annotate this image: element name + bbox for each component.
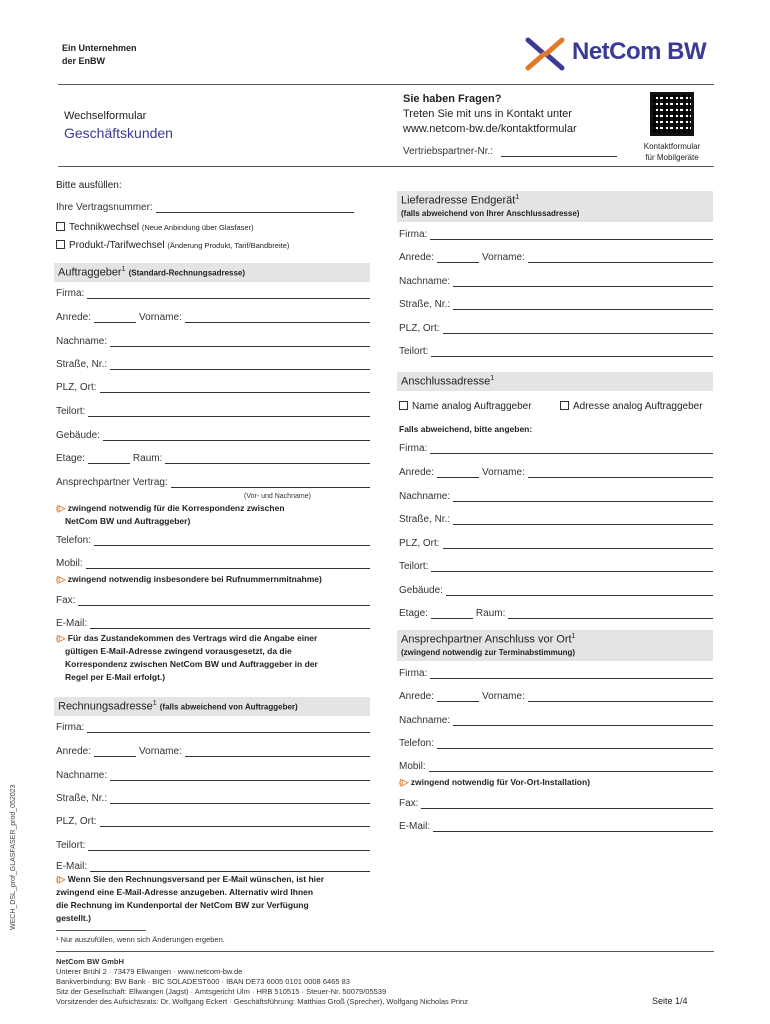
product-change-label: Produkt-/Tarifwechsel <box>69 240 165 251</box>
company-line-2: der EnBW <box>62 56 106 66</box>
gebaeude-label: Gebäude: <box>56 430 100 441</box>
client-nachname-field[interactable] <box>56 336 370 347</box>
email-label: E-Mail: <box>399 821 431 832</box>
vorname-label: Vorname: <box>482 252 525 263</box>
billing-nachname-field[interactable] <box>56 770 370 781</box>
mobil-label: Mobil: <box>56 558 83 569</box>
tech-change-label: Technikwechsel <box>69 222 140 233</box>
etage-label: Etage: <box>56 453 85 464</box>
footer-line-4: Vorsitzender des Aufsichtsrats: Dr. Wolfgang Eckert · Geschäftsführung: Matthias Groß (Sprecher), Wolfgang Nicholas Prinz <box>56 997 468 1006</box>
if-different-label: Falls abweichend, bitte angeben: <box>399 424 533 434</box>
onsite-sup: 1 <box>571 633 576 640</box>
product-change-checkbox[interactable] <box>56 240 65 249</box>
firma-label: Firma: <box>399 229 428 240</box>
billing-note-2: zwingend eine E-Mail-Adresse anzugeben. Alternativ wird Ihnen <box>56 887 314 897</box>
note-arrow-icon: (▷ <box>56 574 66 584</box>
partner-number-field[interactable] <box>403 146 617 157</box>
client-email-field[interactable] <box>56 618 370 629</box>
nachname-label: Nachname: <box>56 336 108 347</box>
client-mobil-field[interactable] <box>56 558 370 569</box>
billing-sub: (falls abweichend von Auftraggeber) <box>159 702 298 712</box>
note-arrow-icon: (▷ <box>56 503 66 513</box>
form-target: Geschäftskunden <box>64 125 173 141</box>
footer-line-3: Sitz der Gesellschaft: Ellwangen (Jagst) · Amtsgericht Ulm · HRB 510515 · Steuer-Nr. 50079/05539 <box>56 987 387 996</box>
plz-label: PLZ, Ort: <box>399 538 440 549</box>
qr-caption-1: Kontaktformular <box>643 142 701 151</box>
billing-section-header <box>54 697 370 716</box>
strasse-label: Straße, Nr.: <box>56 359 108 370</box>
vorname-label: Vorname: <box>482 691 525 702</box>
strasse-label: Straße, Nr.: <box>56 793 108 804</box>
connection-firma-field[interactable] <box>399 443 713 454</box>
footer-line-2: Bankverbindung: BW Bank · BIC SOLADEST600 · IBAN DE73 6005 0101 0008 6465 83 <box>56 977 350 986</box>
footnote-divider <box>56 930 146 931</box>
logo-text: NetCom BW <box>572 38 707 65</box>
email-note-2: gültigen E-Mail-Adresse zwingend vorausgesetzt, da die <box>65 646 292 656</box>
client-etage-row[interactable] <box>56 453 370 464</box>
address-as-client-option[interactable] <box>560 401 703 412</box>
connection-etage-row[interactable] <box>399 608 713 619</box>
qr-caption-2: für Mobilgeräte <box>645 153 699 162</box>
firma-label: Firma: <box>399 443 428 454</box>
raum-label: Raum: <box>132 453 163 464</box>
etage-label: Etage: <box>399 608 428 619</box>
firma-label: Firma: <box>399 668 428 679</box>
mobil-note-text: zwingend notwendig insbesondere bei Rufnummernmitnahme) <box>67 574 322 584</box>
connection-section-header <box>397 372 713 391</box>
connection-name-row[interactable] <box>399 467 713 478</box>
connection-teilort-field[interactable] <box>399 561 713 572</box>
billing-plz-field[interactable] <box>56 816 370 827</box>
onsite-name-row[interactable] <box>399 691 713 702</box>
mobil-note <box>56 573 322 586</box>
client-telefon-field[interactable] <box>56 535 370 546</box>
plz-label: PLZ, Ort: <box>56 382 97 393</box>
anrede-label: Anrede: <box>399 252 435 263</box>
delivery-teilort-field[interactable] <box>399 346 713 357</box>
onsite-mobil-field[interactable] <box>399 761 713 772</box>
anrede-label: Anrede: <box>56 312 92 323</box>
onsite-telefon-field[interactable] <box>399 738 713 749</box>
billing-sup: 1 <box>152 700 157 707</box>
fax-label: Fax: <box>56 595 76 606</box>
billing-title: Rechnungsadresse <box>58 700 153 713</box>
netcom-logo-icon <box>522 34 568 74</box>
delivery-title: Lieferadresse Endgerät <box>401 194 516 207</box>
billing-name-row[interactable] <box>56 746 370 757</box>
connection-sup: 1 <box>490 375 495 382</box>
billing-note-3: die Rechnung im Kundenportal der NetCom BW zur Verfügung <box>56 900 309 910</box>
raum-label: Raum: <box>475 608 506 619</box>
email-note-4: Regel per E-Mail erfolgt.) <box>65 672 166 682</box>
client-fax-field[interactable] <box>56 595 370 606</box>
nachname-label: Nachname: <box>56 770 108 781</box>
contact-note-2: NetCom BW und Auftraggeber) <box>65 516 191 526</box>
telefon-label: Telefon: <box>399 738 435 749</box>
company-line-1: Ein Unternehmen <box>62 43 137 53</box>
onsite-note <box>399 776 590 789</box>
connection-strasse-field[interactable] <box>399 514 713 525</box>
form-name: Wechselformular <box>64 110 147 122</box>
footer-company: NetCom BW GmbH <box>56 957 124 966</box>
nachname-label: Nachname: <box>399 715 451 726</box>
vorname-label: Vorname: <box>139 746 182 757</box>
billing-note <box>56 873 324 925</box>
delivery-plz-field[interactable] <box>399 323 713 334</box>
header-divider <box>58 84 714 85</box>
billing-note-1: Wenn Sie den Rechnungsversand per E-Mail wünschen, ist hier <box>67 874 325 884</box>
footnote: ¹ Nur auszufüllen, wenn sich Änderungen ergeben. <box>56 935 225 944</box>
client-sup: 1 <box>121 266 126 273</box>
teilort-label: Teilort: <box>56 406 86 417</box>
billing-note-4: gestellt.) <box>56 913 91 923</box>
mobil-label: Mobil: <box>399 761 426 772</box>
questions-line-1: Treten Sie mit uns in Kontakt unter <box>403 108 572 120</box>
onsite-email-field[interactable] <box>399 821 713 832</box>
connection-gebaeude-field[interactable] <box>399 585 713 596</box>
contact-person-label: Ansprechpartner Vertrag: <box>56 477 168 488</box>
anrede-label: Anrede: <box>56 746 92 757</box>
billing-teilort-field[interactable] <box>56 840 370 851</box>
onsite-nachname-field[interactable] <box>399 715 713 726</box>
vorname-label: Vorname: <box>139 312 182 323</box>
product-change-note: (Änderung Produkt, Tarif/Bandbreite) <box>167 241 290 250</box>
client-title: Auftraggeber <box>58 266 122 279</box>
note-arrow-icon: (▷ <box>56 874 66 884</box>
teilort-label: Teilort: <box>399 561 429 572</box>
delivery-section-header <box>397 191 713 222</box>
name-as-client-label: Name analog Auftraggeber <box>412 401 532 412</box>
teilort-label: Teilort: <box>399 346 429 357</box>
delivery-sup: 1 <box>515 194 520 201</box>
fill-in-label: Bitte ausfüllen: <box>56 180 122 191</box>
tech-change-note: (Neue Anbindung über Glasfaser) <box>141 223 254 232</box>
contact-note-1: zwingend notwendig für die Korrespondenz zwischen <box>67 503 285 513</box>
gebaeude-label: Gebäude: <box>399 585 443 596</box>
tech-change-option[interactable] <box>56 222 254 233</box>
partner-number-label: Vertriebspartner-Nr.: <box>403 146 494 157</box>
email-label: E-Mail: <box>56 618 88 629</box>
connection-plz-field[interactable] <box>399 538 713 549</box>
telefon-label: Telefon: <box>56 535 92 546</box>
onsite-sub: (zwingend notwendig zur Terminabstimmung) <box>401 647 576 657</box>
delivery-nachname-field[interactable] <box>399 276 713 287</box>
address-as-client-checkbox[interactable] <box>560 401 569 410</box>
firma-label: Firma: <box>56 288 85 299</box>
firma-label: Firma: <box>56 722 85 733</box>
vorname-label: Vorname: <box>482 467 525 478</box>
product-change-option[interactable] <box>56 240 289 251</box>
email-note <box>56 632 318 684</box>
plz-label: PLZ, Ort: <box>56 816 97 827</box>
onsite-section-header <box>397 630 713 661</box>
client-sub: (Standard-Rechnungsadresse) <box>128 268 246 278</box>
client-firma-field[interactable] <box>56 288 370 299</box>
fax-label: Fax: <box>399 798 419 809</box>
email-note-3: Korrespondenz zwischen NetCom BW und Auftraggeber in der <box>65 659 318 669</box>
delivery-sub: (falls abweichend von Ihrer Anschlussadresse) <box>401 208 580 218</box>
nachname-label: Nachname: <box>399 276 451 287</box>
client-strasse-field[interactable] <box>56 359 370 370</box>
qr-code-icon <box>650 92 694 136</box>
contact-note <box>56 502 285 528</box>
client-teilort-field[interactable] <box>56 406 370 417</box>
onsite-title: Ansprechpartner Anschluss vor Ort <box>401 633 572 646</box>
email-label: E-Mail: <box>56 861 88 872</box>
name-as-client-option[interactable] <box>399 401 532 412</box>
email-note-1: Für das Zustandekommen des Vertrags wird die Angabe einer <box>67 633 318 643</box>
onsite-fax-field[interactable] <box>399 798 713 809</box>
onsite-firma-field[interactable] <box>399 668 713 679</box>
delivery-strasse-field[interactable] <box>399 299 713 310</box>
footer-divider <box>56 951 714 952</box>
page-number: Seite 1/4 <box>652 996 688 1006</box>
strasse-label: Straße, Nr.: <box>399 514 451 525</box>
contract-contact-field[interactable] <box>56 477 370 488</box>
contact-caption: (Vor- und Nachname) <box>244 493 311 500</box>
billing-email-field[interactable] <box>56 861 370 872</box>
plz-label: PLZ, Ort: <box>399 323 440 334</box>
contact-form-link[interactable]: www.netcom-bw.de/kontaktformular <box>403 123 577 135</box>
side-code: WECH_DSL_prof_GLASFASER_prod_052023 <box>10 784 17 930</box>
address-as-client-label: Adresse analog Auftraggeber <box>573 401 703 412</box>
strasse-label: Straße, Nr.: <box>399 299 451 310</box>
teilort-label: Teilort: <box>56 840 86 851</box>
client-section-header <box>54 263 370 282</box>
anrede-label: Anrede: <box>399 467 435 478</box>
client-gebaeude-field[interactable] <box>56 430 370 441</box>
delivery-name-row[interactable] <box>399 252 713 263</box>
delivery-firma-field[interactable] <box>399 229 713 240</box>
note-arrow-icon: (▷ <box>399 777 409 787</box>
contract-number-field[interactable] <box>56 202 354 213</box>
note-arrow-icon: (▷ <box>56 633 66 643</box>
nachname-label: Nachname: <box>399 491 451 502</box>
client-name-row[interactable] <box>56 312 370 323</box>
connection-nachname-field[interactable] <box>399 491 713 502</box>
client-plz-field[interactable] <box>56 382 370 393</box>
contract-number-label: Ihre Vertragsnummer: <box>56 202 153 213</box>
questions-title: Sie haben Fragen? <box>403 93 502 105</box>
onsite-note-text: zwingend notwendig für Vor-Ort-Installation) <box>410 777 591 787</box>
anrede-label: Anrede: <box>399 691 435 702</box>
tech-change-checkbox[interactable] <box>56 222 65 231</box>
footer-line-1: Unterer Brühl 2 · 73479 Ellwangen · www.netcom-bw.de <box>56 967 243 976</box>
connection-title: Anschlussadresse <box>401 375 491 388</box>
billing-strasse-field[interactable] <box>56 793 370 804</box>
billing-firma-field[interactable] <box>56 722 370 733</box>
header-divider-2 <box>58 166 714 167</box>
name-as-client-checkbox[interactable] <box>399 401 408 410</box>
